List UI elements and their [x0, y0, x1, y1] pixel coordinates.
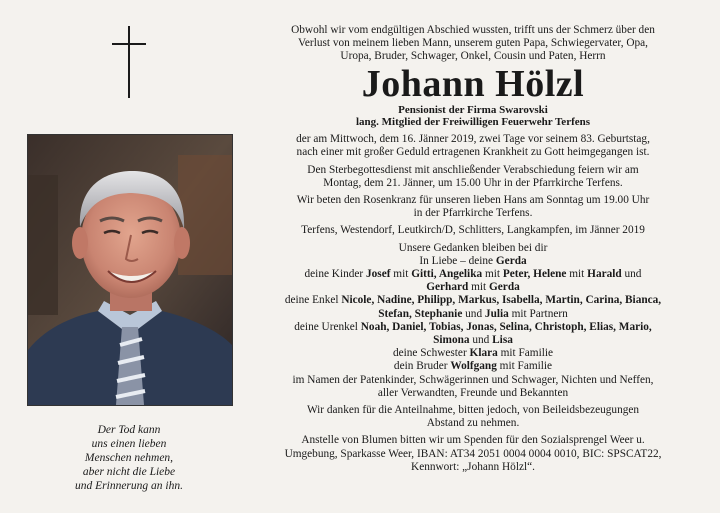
intro-line: Verlust von meinem lieben Mann, unserem guten Papa, Schwiegervater, Opa, [298, 37, 648, 50]
service-line: Den Sterbegottesdienst mit anschließender Verabschiedung feiern wir am [307, 163, 639, 176]
mourner-name: Noah, Daniel, Tobias, Jonas, Selina, Christoph, Elias, Mario, [360, 320, 652, 333]
mourner-text: mit [468, 281, 489, 294]
quote-line: Menschen nehmen, [84, 452, 174, 464]
deceased-titles [250, 104, 696, 130]
quote-line: aber nicht die Liebe [82, 466, 176, 478]
mourner-line [250, 374, 696, 387]
mourner-name: Gerda [495, 254, 527, 267]
mourner-name: Lisa [492, 334, 513, 347]
death-notice [250, 133, 696, 159]
mourner-text: und [621, 268, 642, 281]
mourner-name: Wolfgang [450, 360, 497, 373]
quote-line: uns einen lieben [91, 438, 167, 450]
mourner-text: deine Enkel [284, 294, 342, 307]
mourners-list [250, 242, 696, 400]
quote-line: Der Tod kann [97, 424, 161, 436]
cross-icon [112, 26, 146, 98]
portrait-photo [27, 134, 233, 406]
mourner-text: im Namen der Patenkinder, Schwägerinnen und Schwager, Nichten und Neffen, [292, 373, 654, 386]
mourner-text: dein Bruder [393, 360, 451, 373]
mourner-name: Klara [469, 347, 498, 360]
mourner-name: Julia [484, 307, 509, 320]
thanks-line: Wir danken für die Anteilnahme, bitten jedoch, von Beileidsbezeugungen [306, 404, 640, 417]
donation-notice [250, 434, 696, 474]
rosary-notice [250, 194, 696, 220]
mourner-text: aller Verwandten, Freunde und Bekannten [377, 386, 569, 399]
mourner-name: Nicole, Nadine, Philipp, Markus, Isabella, Martin, Carina, Bianca, [341, 294, 662, 307]
donation-line: Umgebung, Sparkasse Weer, IBAN: AT34 2051 0004 0004 0010, BIC: SPSCAT22, [284, 447, 662, 460]
quote-line: und Erinnerung an ihn. [75, 480, 183, 492]
mourner-name: Gitti, Angelika [411, 268, 483, 281]
mourner-text: und [462, 307, 485, 320]
death-line: nach einer mit großer Geduld ertragenen Krankheit zu Gott heimgegangen ist. [296, 146, 650, 159]
mourner-text: In Liebe – deine [419, 254, 496, 267]
mourner-line [250, 242, 696, 255]
notice-text [250, 24, 696, 474]
intro-line: Uropa, Bruder, Schwager, Onkel, Cousin und Paten, Herrn [340, 50, 606, 63]
mourner-line [250, 281, 696, 294]
mourner-text: mit Familie [496, 360, 553, 373]
mourner-name: Harald [587, 268, 622, 281]
mourner-line [250, 360, 696, 373]
mourner-text: deine Kinder [304, 268, 366, 281]
memorial-quote [27, 423, 231, 493]
funeral-service [250, 164, 696, 190]
title-line: lang. Mitglied der Freiwilligen Feuerwehr Terfens [355, 116, 591, 129]
mourner-line [250, 334, 696, 347]
thanks-line: Abstand zu nehmen. [426, 417, 520, 430]
title-line: Pensionist der Firma Swarovski [398, 103, 548, 116]
mourner-line [250, 347, 696, 360]
rosary-line: in der Pfarrkirche Terfens. [413, 207, 533, 220]
mourner-text: deine Schwester [392, 347, 470, 360]
mourner-text: mit [482, 268, 503, 281]
death-line: der am Mittwoch, dem 16. Jänner 2019, zwei Tage vor seinem 83. Geburtstag, [296, 133, 650, 146]
mourner-name: Simona [433, 334, 470, 347]
mourner-text: mit [390, 268, 412, 281]
mourner-text: und [469, 334, 493, 347]
mourner-text: deine Urenkel [294, 320, 361, 333]
mourner-line [250, 255, 696, 268]
mourner-line [250, 321, 696, 334]
mourner-line [250, 387, 696, 400]
intro-paragraph [250, 24, 696, 64]
service-line: Montag, dem 21. Jänner, um 15.00 Uhr in der Pfarrkirche Terfens. [323, 176, 623, 189]
mourner-name: Stefan, Stephanie [378, 307, 463, 320]
mourner-line [250, 308, 696, 321]
mourner-text: mit Familie [497, 347, 554, 360]
mourner-text: mit Partnern [508, 307, 568, 320]
donation-line: Kennwort: „Johann Hölzl“. [411, 460, 535, 473]
mourner-name: Peter, Helene [502, 268, 567, 281]
mourner-line [250, 268, 696, 281]
mourner-text: mit [566, 268, 588, 281]
rosary-line: Wir beten den Rosenkranz für unseren lieben Hans am Sonntag um 19.00 Uhr [296, 194, 650, 207]
mourner-name: Josef [366, 268, 391, 281]
donation-line: Anstelle von Blumen bitten wir um Spenden für den Sozialsprengel Weer u. [301, 434, 645, 447]
intro-line: Obwohl wir vom endgültigen Abschied wussten, trifft uns der Schmerz über den [291, 24, 655, 36]
deceased-name: Johann Hölzl [361, 62, 585, 105]
mourner-text: Unsere Gedanken bleiben bei dir [398, 241, 548, 254]
mourner-line [250, 294, 696, 307]
thanks-notice [250, 404, 696, 430]
places-date: Terfens, Westendorf, Leutkirch/D, Schlitters, Langkampfen, im Jänner 2019 [301, 224, 645, 237]
mourner-name: Gerda [489, 281, 520, 294]
mourner-name: Gerhard [426, 281, 469, 294]
